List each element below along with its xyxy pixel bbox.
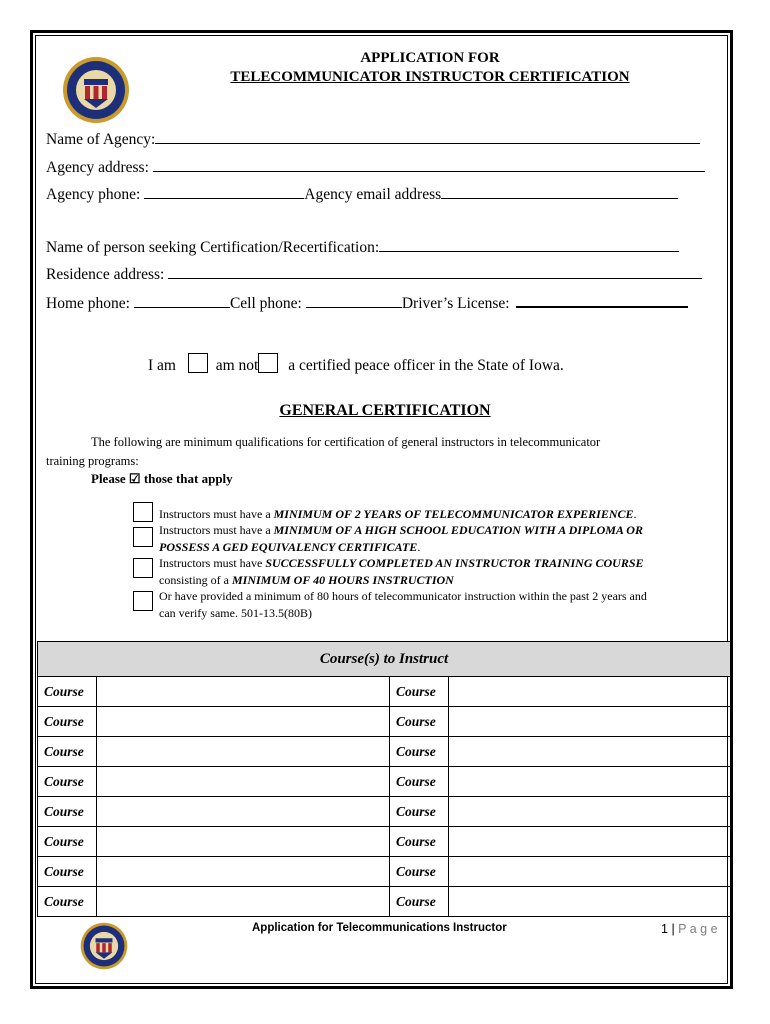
agency-name-label: Name of Agency: bbox=[46, 131, 156, 148]
course-row bbox=[38, 827, 731, 857]
agency-phone-field[interactable] bbox=[144, 186, 304, 199]
person-name-row bbox=[46, 239, 679, 257]
requirement-3-emphasis: SUCCESSFULLY COMPLETED AN INSTRUCTOR TRAINING COURSE bbox=[265, 556, 644, 570]
requirement-2-prefix: Instructors must have a bbox=[159, 523, 274, 537]
course-input-cell[interactable] bbox=[449, 767, 731, 797]
agency-phone-label: Agency phone: bbox=[46, 186, 141, 203]
requirement-1-text bbox=[159, 506, 637, 523]
course-input-cell[interactable] bbox=[449, 677, 731, 707]
requirement-4-line1: Or have provided a minimum of 80 hours of telecommunicator instruction within the past 2 years and bbox=[159, 589, 647, 603]
course-label: Course bbox=[38, 857, 97, 887]
course-label: Course bbox=[38, 737, 97, 767]
course-label: Course bbox=[38, 797, 97, 827]
drivers-license-field[interactable] bbox=[516, 294, 688, 308]
cell-phone-field[interactable] bbox=[306, 295, 402, 308]
requirement-1-suffix: . bbox=[633, 507, 637, 521]
agency-address-row bbox=[46, 159, 705, 177]
course-label: Course bbox=[390, 737, 449, 767]
course-row bbox=[38, 737, 731, 767]
agency-address-field[interactable] bbox=[153, 159, 705, 172]
course-row bbox=[38, 707, 731, 737]
course-input-cell[interactable] bbox=[97, 797, 390, 827]
course-row bbox=[38, 857, 731, 887]
course-label: Course bbox=[390, 677, 449, 707]
form-title-line2: TELECOMMUNICATOR INSTRUCTOR CERTIFICATION bbox=[230, 69, 630, 85]
page-number: 1 bbox=[661, 922, 668, 936]
home-phone-label: Home phone: bbox=[46, 295, 130, 312]
course-input-cell[interactable] bbox=[97, 857, 390, 887]
footer-page-number bbox=[661, 922, 718, 936]
requirement-2-emphasis: MINIMUM OF A HIGH SCHOOL EDUCATION WITH A DIPLOMA OR bbox=[273, 523, 643, 537]
requirement-4-text bbox=[159, 588, 647, 621]
requirement-2-checkbox[interactable] bbox=[133, 527, 153, 547]
page-word: P a g e bbox=[678, 922, 718, 936]
requirement-3-text bbox=[159, 555, 644, 588]
course-label: Course bbox=[38, 677, 97, 707]
residence-address-row bbox=[46, 266, 702, 284]
course-input-cell[interactable] bbox=[449, 827, 731, 857]
courses-table bbox=[37, 641, 731, 917]
drivers-license-label: Driver’s License: bbox=[401, 295, 510, 312]
course-label: Course bbox=[38, 707, 97, 737]
course-input-cell[interactable] bbox=[97, 677, 390, 707]
page-separator: | bbox=[671, 922, 675, 936]
agency-address-label: Agency address: bbox=[46, 159, 149, 176]
requirement-3-prefix: Instructors must have bbox=[159, 556, 266, 570]
course-input-cell[interactable] bbox=[449, 737, 731, 767]
requirement-4-line2: can verify same. 501-13.5(80B) bbox=[159, 605, 312, 620]
please-check-instruction bbox=[91, 471, 233, 487]
course-row bbox=[38, 677, 731, 707]
course-input-cell[interactable] bbox=[97, 737, 390, 767]
course-input-cell[interactable] bbox=[97, 827, 390, 857]
requirement-4-checkbox[interactable] bbox=[133, 591, 153, 611]
agency-email-field[interactable] bbox=[441, 186, 678, 199]
footer-seal-icon bbox=[80, 922, 128, 970]
requirement-2-emphasis-line2: POSSESS A GED EQUIVALENCY CERTIFICATE bbox=[159, 539, 418, 554]
am-not-checkbox[interactable] bbox=[258, 353, 278, 373]
i-am-label: I am bbox=[148, 357, 176, 374]
requirement-2-suffix: . bbox=[417, 539, 421, 554]
course-input-cell[interactable] bbox=[97, 707, 390, 737]
residence-address-field[interactable] bbox=[168, 266, 702, 279]
agency-name-row bbox=[46, 131, 700, 149]
am-not-label: am not bbox=[215, 357, 259, 374]
course-label: Course bbox=[38, 887, 97, 917]
course-label: Course bbox=[38, 767, 97, 797]
intro-text-line2: training programs: bbox=[46, 454, 139, 468]
person-name-label: Name of person seeking Certification/Recertification: bbox=[46, 239, 380, 256]
requirement-2-text bbox=[159, 522, 643, 555]
course-input-cell[interactable] bbox=[449, 707, 731, 737]
course-row bbox=[38, 767, 731, 797]
residence-address-label: Residence address: bbox=[46, 266, 165, 283]
course-input-cell[interactable] bbox=[449, 857, 731, 887]
course-input-cell[interactable] bbox=[449, 887, 731, 917]
agency-email-label: Agency email address bbox=[304, 186, 442, 203]
requirement-3-checkbox[interactable] bbox=[133, 558, 153, 578]
courses-table-heading: Course(s) to Instruct bbox=[38, 642, 731, 677]
course-input-cell[interactable] bbox=[97, 767, 390, 797]
agency-seal-icon bbox=[62, 56, 130, 124]
requirement-1-prefix: Instructors must have a bbox=[159, 507, 274, 521]
form-title-line1: APPLICATION FOR bbox=[360, 50, 500, 66]
course-label: Course bbox=[390, 767, 449, 797]
agency-phone-row bbox=[46, 186, 678, 204]
general-certification-heading: GENERAL CERTIFICATION bbox=[279, 402, 491, 419]
i-am-checkbox[interactable] bbox=[188, 353, 208, 373]
please-suffix: those that apply bbox=[143, 471, 233, 486]
course-label: Course bbox=[390, 707, 449, 737]
requirement-1-emphasis: MINIMUM OF 2 YEARS OF TELECOMMUNICATOR EXPERIENCE bbox=[273, 507, 634, 521]
course-row bbox=[38, 797, 731, 827]
requirement-3-line2-prefix: consisting of a bbox=[159, 572, 232, 587]
footer-title: Application for Telecommunications Instructor bbox=[252, 922, 507, 934]
peace-officer-statement: a certified peace officer in the State of Iowa. bbox=[288, 357, 564, 374]
checked-box-icon: ☑ bbox=[128, 471, 141, 486]
course-label: Course bbox=[390, 827, 449, 857]
home-phone-field[interactable] bbox=[134, 295, 230, 308]
cell-phone-label: Cell phone: bbox=[229, 295, 302, 312]
course-label: Course bbox=[390, 887, 449, 917]
course-input-cell[interactable] bbox=[97, 887, 390, 917]
agency-name-field[interactable] bbox=[155, 131, 700, 144]
phone-license-row bbox=[46, 294, 688, 313]
peace-officer-row bbox=[148, 353, 564, 375]
please-prefix: Please bbox=[91, 471, 126, 486]
requirement-1-checkbox[interactable] bbox=[133, 502, 153, 522]
course-label: Course bbox=[38, 827, 97, 857]
person-name-field[interactable] bbox=[379, 239, 679, 252]
intro-text-line1: The following are minimum qualifications for certification of general instructors in telecommunicator bbox=[91, 435, 601, 449]
course-label: Course bbox=[390, 797, 449, 827]
requirement-3-emphasis-line2: MINIMUM OF 40 HOURS INSTRUCTION bbox=[232, 572, 454, 587]
course-input-cell[interactable] bbox=[449, 797, 731, 827]
course-label: Course bbox=[390, 857, 449, 887]
course-row bbox=[38, 887, 731, 917]
